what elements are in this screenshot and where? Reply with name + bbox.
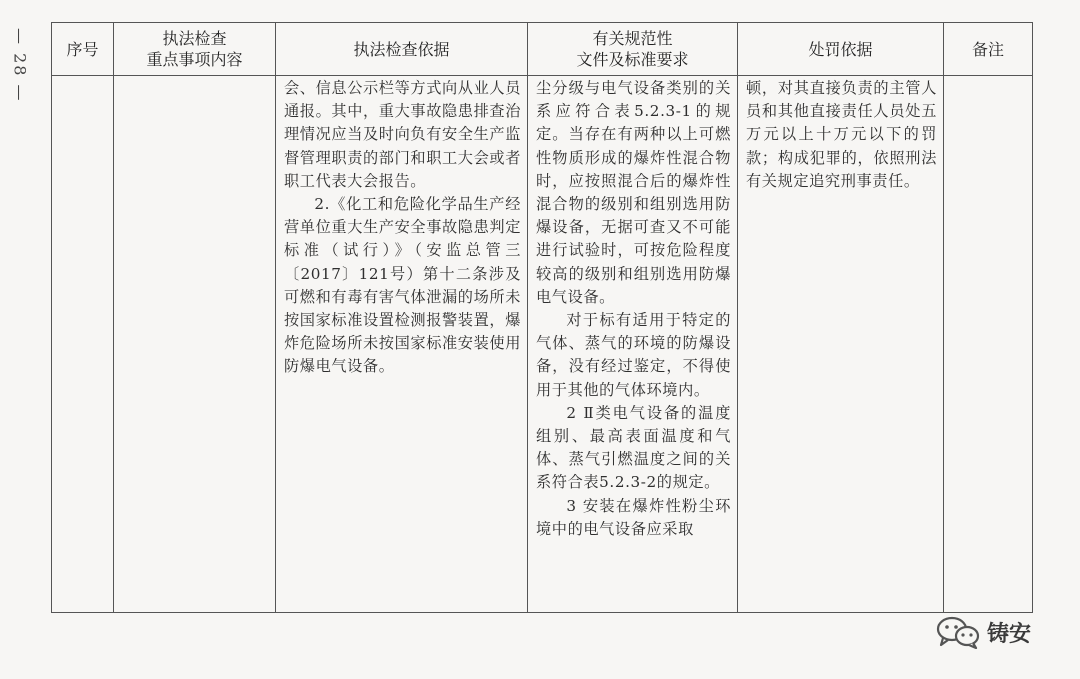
basis-paragraph-2: 2.《化工和危险化学品生产经营单位重大生产安全事故隐患判定标准（试行）》（安监总管三〔2017〕121号）第十二条涉及可燃和有毒有害气体泄漏的场所未按国家标准设置检测报警装置，爆炸危险场所未按国家标准安装使用防爆电气设备。 <box>284 195 521 376</box>
basis-paragraph-1: 会、信息公示栏等方式向从业人员通报。其中，重大事故隐患排查治理情况应当及时向负有安全生产监督管理职责的部门和职工大会或者职工代表大会报告。 <box>284 79 521 190</box>
watermark <box>935 614 1031 650</box>
standard-paragraph-1: 尘分级与电气设备类别的关系应符合表5.2.3-1的规定。当存在有两种以上可燃性物质形成的爆炸性混合物时，应按照混合后的爆炸性混合物的级别和组别选用防爆设备，无据可查又不可能进行试验时，可按危险程度较高的级别和组别选用防爆电气设备。 <box>536 79 731 306</box>
cell-seq <box>52 76 114 613</box>
cell-item <box>114 76 276 613</box>
header-penalty: 处罚依据 <box>738 23 944 76</box>
standard-paragraph-3: 2 Ⅱ类电气设备的温度组别、最高表面温度和气体、蒸气引燃温度之间的关系符合表5.2.3-2的规定。 <box>536 403 731 492</box>
header-item <box>114 23 276 76</box>
standard-paragraph-2: 对于标有适用于特定的气体、蒸气的环境的防爆设备，没有经过鉴定，不得使用于其他的气体环境内。 <box>536 311 731 399</box>
page-number: — 28 — <box>10 27 30 103</box>
header-standard <box>528 23 738 76</box>
header-item-line2: 重点事项内容 <box>146 50 243 69</box>
cell-standard <box>528 76 738 613</box>
cell-remark <box>944 76 1033 613</box>
enforcement-table <box>51 22 1033 613</box>
table-row <box>52 76 1033 613</box>
header-row <box>52 23 1033 76</box>
header-item-line1: 执法检查 <box>162 29 227 48</box>
header-seq: 序号 <box>52 23 114 76</box>
penalty-paragraph-1: 顿，对其直接负责的主管人员和其他直接责任人员处五万元以上十万元以下的罚款；构成犯罪的，依照刑法有关规定追究刑事责任。 <box>746 79 937 190</box>
header-standard-line1: 有关规范性 <box>592 29 673 48</box>
header-standard-line2: 文件及标准要求 <box>576 50 689 69</box>
header-basis: 执法检查依据 <box>276 23 528 76</box>
cell-penalty <box>738 76 944 613</box>
wechat-icon <box>935 615 981 649</box>
standard-paragraph-4: 3 安装在爆炸性粉尘环境中的电气设备应采取 <box>536 496 731 538</box>
header-remark: 备注 <box>944 23 1033 76</box>
cell-basis <box>276 76 528 613</box>
watermark-text: 铸安 <box>987 621 1032 647</box>
